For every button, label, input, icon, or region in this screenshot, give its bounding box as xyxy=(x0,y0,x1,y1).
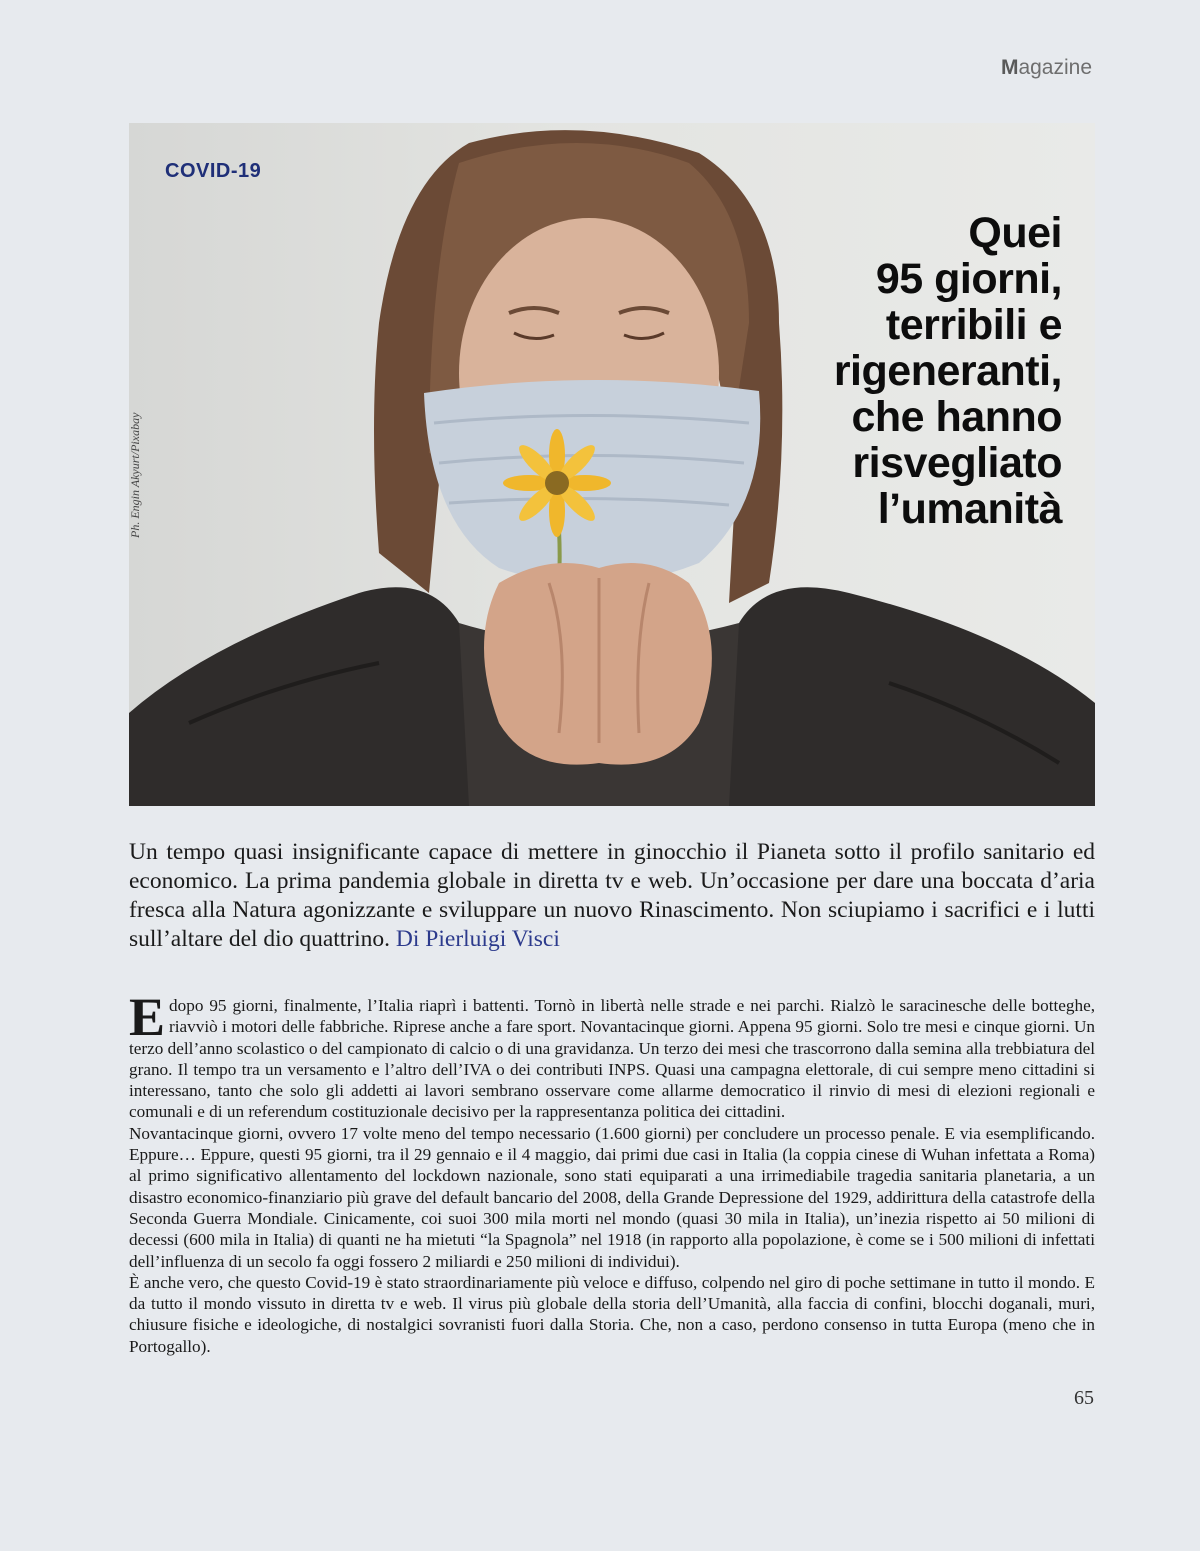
article-body xyxy=(129,987,1095,1357)
headline-line: 95 giorni, xyxy=(875,255,1062,303)
headline-line: risvegliato xyxy=(852,439,1062,487)
drop-cap: E xyxy=(129,987,166,1047)
headline-line: terribili e xyxy=(885,301,1062,349)
headline-line: l’umanità xyxy=(877,485,1062,533)
headline-line: rigeneranti, xyxy=(833,347,1062,395)
body-text: dopo 95 giorni, finalmente, l’Italia riaprì i battenti. Tornò in libertà nelle strade e nei parchi. Rialzò le saracinesche delle botteghe, riavviò i motori delle fabbriche. Riprese anche a fare sport. Novantacinque giorni. Appena 95 giorni. Solo tre mesi e cinque giorni. Un terzo dell’anno scolastico o del campionato di calcio o di una gravidanza. Un terzo dei mesi che trascorrono dalla semina alla trebbiatura del grano. Il tempo tra un versamento e l’altro dell’IVA o dei contributi INPS. Quasi una campagna elettorale, di cui sempre meno cittadini si interessano, tanto che solo gli addetti ai lavori sembrano osservare come allarme democratico il rinvio di mesi di elezioni regionali e comunali e di un referendum costituzionale decisivo per la rappresentanza politica dei cittadini. xyxy=(129,996,1095,1122)
headline-line: Quei xyxy=(968,209,1062,257)
page-number: 65 xyxy=(1074,1387,1094,1409)
section-kicker: COVID-19 xyxy=(165,160,262,182)
body-paragraph: È anche vero, che questo Covid-19 è stato straordinariamente più veloce e diffuso, colpendo nel giro di poche settimane in tutto il mondo. E da tutto il mondo vissuto in diretta tv e web. Il virus più globale della storia dell’Umanità, alla faccia di confini, blocchi doganali, muri, chiusure fisiche e ideologiche, di nostalgici sovranisti fuori dalla Storia. Che, non a caso, perdono consenso in tutta Europa (meno che in Portogallo). xyxy=(129,1272,1095,1356)
author-byline: Di Pierluigi Visci xyxy=(395,926,560,952)
section-label xyxy=(1001,56,1092,80)
photo-credit xyxy=(128,398,148,538)
section-label-rest: agazine xyxy=(1018,56,1092,79)
headline xyxy=(642,210,1062,532)
headline-line: che hanno xyxy=(851,393,1062,441)
body-paragraph: Novantacinque giorni, ovvero 17 volte meno del tempo necessario (1.600 giorni) per concludere un processo penale. E via esemplificando. Eppure… Eppure, questi 95 giorni, tra il 29 gennaio e il 4 maggio, dai primi due casi in Italia (la coppia cinese di Wuhan infettata a Roma) al primo significativo allentamento del lockdown nazionale, sono stati equiparati a una irrimediabile tragedia sanitaria planetaria, a un disastro economico-finanziario più grave del default bancario del 2008, della Grande Depressione del 1929, addirittura della catastrofe della Seconda Guerra Mondiale. Cinicamente, coi suoi 300 mila morti nel mondo (quasi 30 mila in Italia), un’inezia rispetto ai 50 milioni di decessi (600 mila in Italia) di quanti ne ha mietuti “la Spagnola” nel 1918 (in rapporto alla popolazione, è come se i 500 milioni di infettati dell’influenza di un secolo fa oggi fossero 2 miliardi e 250 milioni di individui). xyxy=(129,1123,1095,1271)
lead-paragraph xyxy=(129,838,1095,954)
body-paragraph xyxy=(129,987,1095,1123)
lead-text: Un tempo quasi insignificante capace di mettere in ginocchio il Pianeta sotto il profilo sanitario ed economico. La prima pandemia globale in diretta tv e web. Un’occasione per dare una boccata d’aria fresca alla Natura agonizzante e sviluppare un nuovo Rinascimento. Non sciupiamo i sacrifici e i lutti sull’altare del dio quattrino. xyxy=(129,839,1095,952)
photo-credit-text: Ph. Engin Akyurt/Pixabay xyxy=(128,412,142,538)
section-label-initial: M xyxy=(1000,56,1019,79)
